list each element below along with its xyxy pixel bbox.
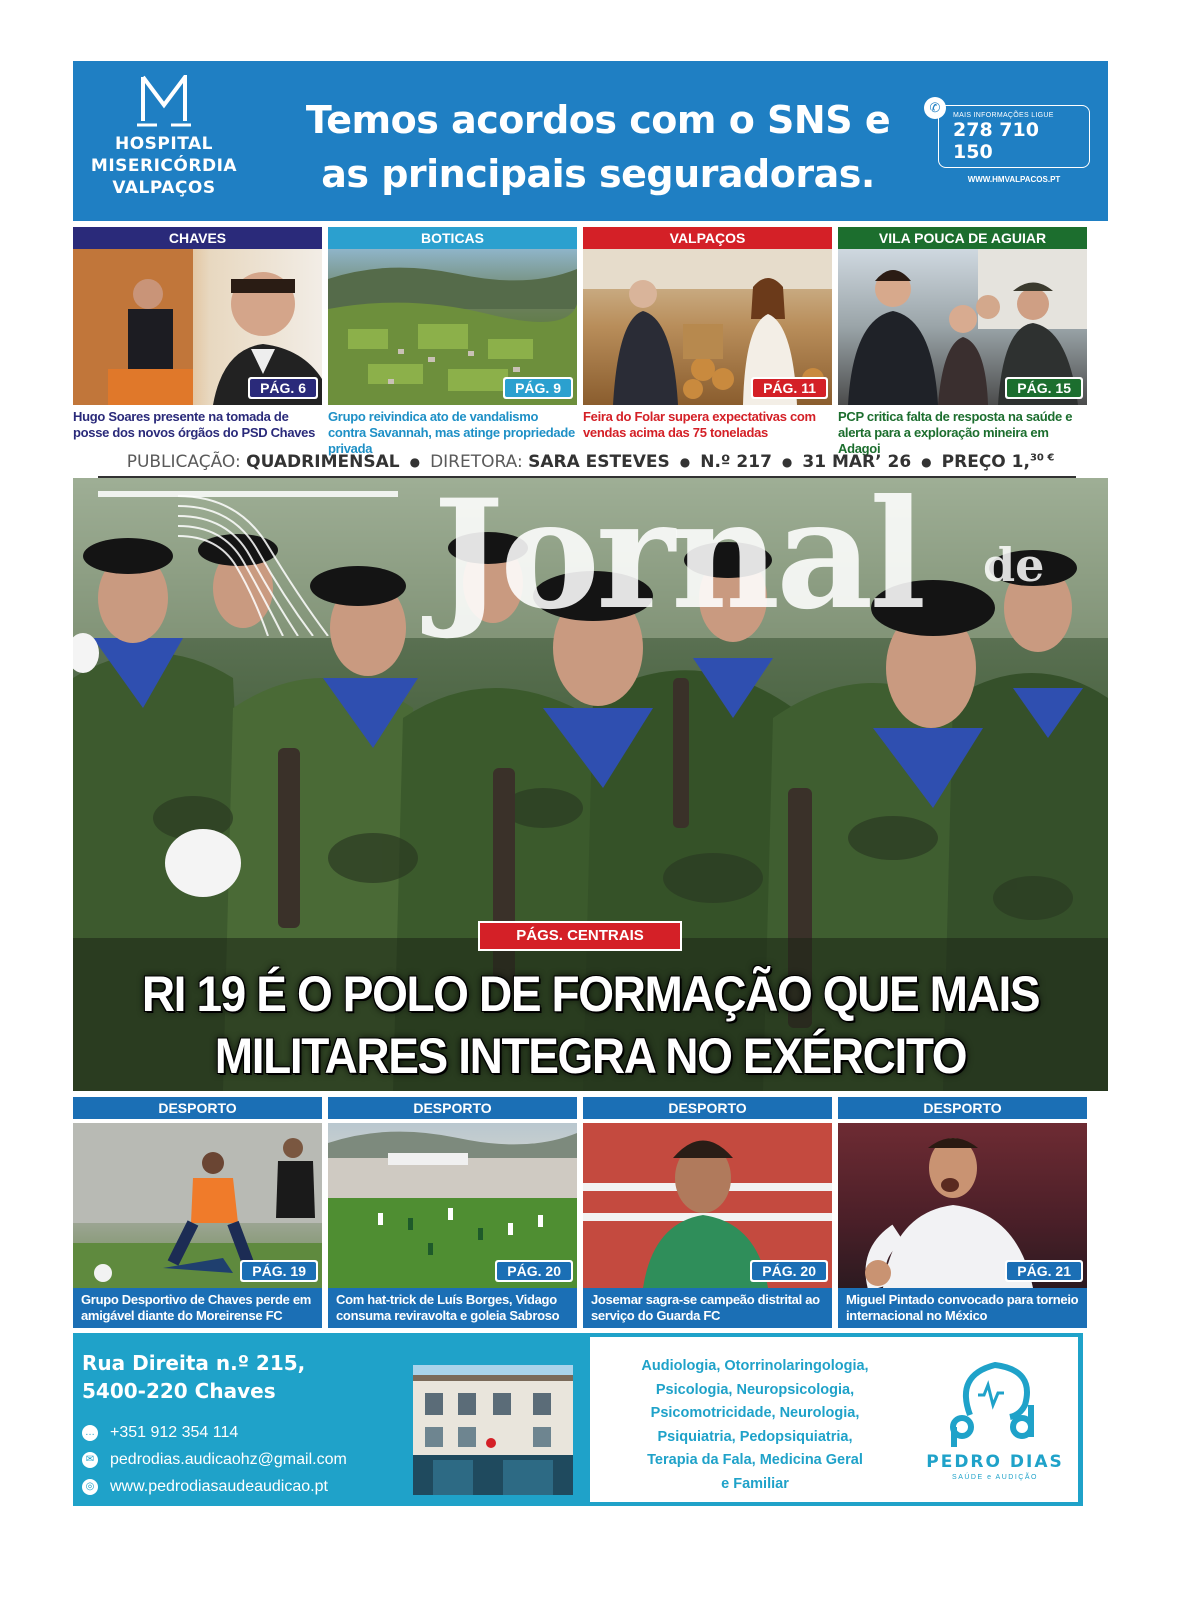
clinic-building-photo xyxy=(413,1365,573,1495)
page-tag[interactable] xyxy=(495,1260,573,1282)
page-number: PÁG. 11 xyxy=(753,379,826,397)
page-tag[interactable] xyxy=(750,1260,828,1282)
price-cents: 30 € xyxy=(1029,452,1055,464)
service-line: e Familiar xyxy=(721,1475,789,1492)
story-caption[interactable]: Grupo reivindica ato de vandalismo contra Savannah, mas atinge propriedade privada xyxy=(328,409,575,456)
service-line: Psicomotricidade, Neurologia, xyxy=(650,1405,860,1421)
headline-line: RI 19 É O POLO DE FORMAÇÃO QUE MAIS xyxy=(141,966,1040,1022)
globe-icon: ◎ xyxy=(82,1479,98,1495)
story-caption[interactable]: PCP critica falta de resposta na saúde e alerta para a exploração mineira em Adagoi xyxy=(838,409,1073,456)
page-number: PÁG. 6 xyxy=(250,379,316,397)
section-band: DESPORTO xyxy=(73,1097,322,1119)
director-label: DIRETORA: xyxy=(430,452,523,472)
hospital-name-line: HOSPITAL xyxy=(115,134,213,154)
clinic-phone[interactable]: +351 912 354 114 xyxy=(110,1424,239,1441)
ad-website[interactable]: WWW.HMVALPACOS.PT xyxy=(967,175,1061,184)
director-name: SARA ESTEVES xyxy=(528,452,670,472)
page-tag[interactable] xyxy=(751,377,828,399)
issue-number: N.º 217 xyxy=(700,452,772,472)
separator-dot: ● xyxy=(921,455,932,469)
ad-contact xyxy=(929,100,1090,184)
contact-phone[interactable]: 278 710 150 xyxy=(953,119,1039,163)
pub-label: PUBLICAÇÃO: xyxy=(126,452,241,472)
ad-headline xyxy=(258,93,938,201)
story-photo[interactable] xyxy=(838,249,1087,405)
hospital-logo xyxy=(89,75,239,199)
story-photo[interactable] xyxy=(328,1123,577,1288)
service-line: Terapia da Fala, Medicina Geral xyxy=(647,1452,863,1468)
region-band: VILA POUCA DE AGUIAR xyxy=(838,227,1087,249)
page-number: PÁG. 21 xyxy=(1007,1262,1081,1280)
section-band: DESPORTO xyxy=(583,1097,832,1119)
story-photo[interactable] xyxy=(73,249,322,405)
clinic-website[interactable]: www.pedrodiasaudeaudicao.pt xyxy=(110,1478,328,1495)
pub-frequency: QUADRIMENSAL xyxy=(246,452,400,472)
section-label: PÁGS. CENTRAIS xyxy=(480,923,680,949)
ear-logo-icon xyxy=(940,1355,1050,1447)
services-list xyxy=(620,1355,890,1496)
region-story-boticas[interactable] xyxy=(328,227,577,457)
brand-subtitle: SAÚDE e AUDIÇÃO xyxy=(952,1474,1038,1481)
cover-story[interactable] xyxy=(73,478,1108,1091)
story-photo[interactable] xyxy=(838,1123,1087,1288)
region-band: VALPAÇOS xyxy=(583,227,832,249)
ad-headline-line: as principais seguradoras. xyxy=(321,152,875,196)
page-tag[interactable] xyxy=(1005,377,1083,399)
hospital-name-line: MISERICÓRDIA xyxy=(90,156,238,176)
clinic-contacts xyxy=(82,1419,347,1500)
story-photo[interactable] xyxy=(328,249,577,405)
sport-story[interactable] xyxy=(73,1097,322,1328)
story-photo[interactable] xyxy=(73,1123,322,1288)
services-panel xyxy=(590,1337,1078,1502)
address-line: Rua Direita n.º 215, xyxy=(82,1351,306,1375)
address-line: 5400-220 Chaves xyxy=(82,1379,276,1403)
story-caption[interactable]: Com hat-trick de Luís Borges, Vidago consuma reviravolta e goleia Sabroso xyxy=(328,1288,577,1328)
story-photo[interactable] xyxy=(583,249,832,405)
cover-headline[interactable] xyxy=(114,963,1066,1087)
region-story-chaves[interactable] xyxy=(73,227,322,441)
page-tag[interactable] xyxy=(1005,1260,1083,1282)
page-tag[interactable] xyxy=(248,377,318,399)
sport-story[interactable] xyxy=(838,1097,1087,1328)
clinic-address xyxy=(82,1349,305,1405)
page-number: PÁG. 9 xyxy=(505,379,571,397)
publication-info xyxy=(73,447,1108,477)
building-photo xyxy=(413,1365,573,1495)
ad-headline-line: Temos acordos com o SNS e xyxy=(305,98,891,142)
masthead-logo xyxy=(98,486,398,636)
separator-dot: ● xyxy=(409,455,421,469)
region-story-valpacos[interactable] xyxy=(583,227,832,441)
service-line: Psiquiatria, Pedopsiquiatria, xyxy=(657,1428,853,1445)
section-band: DESPORTO xyxy=(328,1097,577,1119)
hospital-mark-icon xyxy=(135,75,193,127)
page-tag[interactable] xyxy=(240,1260,318,1282)
separator-dot: ● xyxy=(781,455,793,469)
story-photo[interactable] xyxy=(583,1123,832,1288)
issue-price xyxy=(942,452,1055,472)
page-number: PÁG. 20 xyxy=(497,1262,571,1280)
page-number: PÁG. 20 xyxy=(752,1262,826,1280)
region-story-vila-pouca[interactable] xyxy=(838,227,1087,457)
email-icon: ✉ xyxy=(82,1452,98,1468)
pedro-dias-ad[interactable] xyxy=(73,1333,1083,1506)
contact-label: MAIS INFORMAÇÕES LIGUE xyxy=(953,112,1054,119)
separator-dot: ● xyxy=(679,455,691,469)
story-caption[interactable]: Feira do Folar supera expectativas com vendas acima das 75 toneladas xyxy=(583,409,816,440)
brand-name: PEDRO DIAS xyxy=(926,1452,1064,1472)
story-caption[interactable]: Miguel Pintado convocado para torneio internacional no México xyxy=(838,1288,1087,1328)
page-number: PÁG. 15 xyxy=(1007,379,1081,397)
page-tag[interactable] xyxy=(503,377,573,399)
section-band: DESPORTO xyxy=(838,1097,1087,1119)
headline-line: MILITARES INTEGRA NO EXÉRCITO xyxy=(214,1028,967,1084)
region-band: BOTICAS xyxy=(328,227,577,249)
sport-story[interactable] xyxy=(583,1097,832,1328)
story-caption[interactable]: Hugo Soares presente na tomada de posse dos novos órgãos do PSD Chaves xyxy=(73,409,316,440)
hospital-name-line: VALPAÇOS xyxy=(112,178,216,198)
section-tag[interactable] xyxy=(478,921,682,951)
issue-date: 31 MAR’ 26 xyxy=(802,452,912,472)
hospital-ad-banner[interactable] xyxy=(73,61,1108,221)
chat-icon: … xyxy=(82,1425,98,1441)
newspaper-masthead: Jornal xyxy=(433,478,923,643)
service-line: Psicologia, Neuropsicologia, xyxy=(655,1381,855,1398)
price-label: PREÇO 1, xyxy=(941,452,1030,472)
pedro-dias-logo xyxy=(920,1355,1070,1481)
clinic-email[interactable]: pedrodias.audicaohz@gmail.com xyxy=(110,1451,347,1468)
page-number: PÁG. 19 xyxy=(242,1262,316,1280)
region-band: CHAVES xyxy=(73,227,322,249)
newspaper-masthead-de: de xyxy=(983,538,1045,592)
phone-icon: ✆ xyxy=(924,97,946,119)
sport-story[interactable] xyxy=(328,1097,577,1328)
story-caption[interactable]: Josemar sagra-se campeão distrital ao serviço do Guarda FC xyxy=(583,1288,832,1328)
story-caption[interactable]: Grupo Desportivo de Chaves perde em amigável diante do Moreirense FC xyxy=(73,1288,322,1328)
service-line: Audiologia, Otorrinolaringologia, xyxy=(641,1358,869,1374)
